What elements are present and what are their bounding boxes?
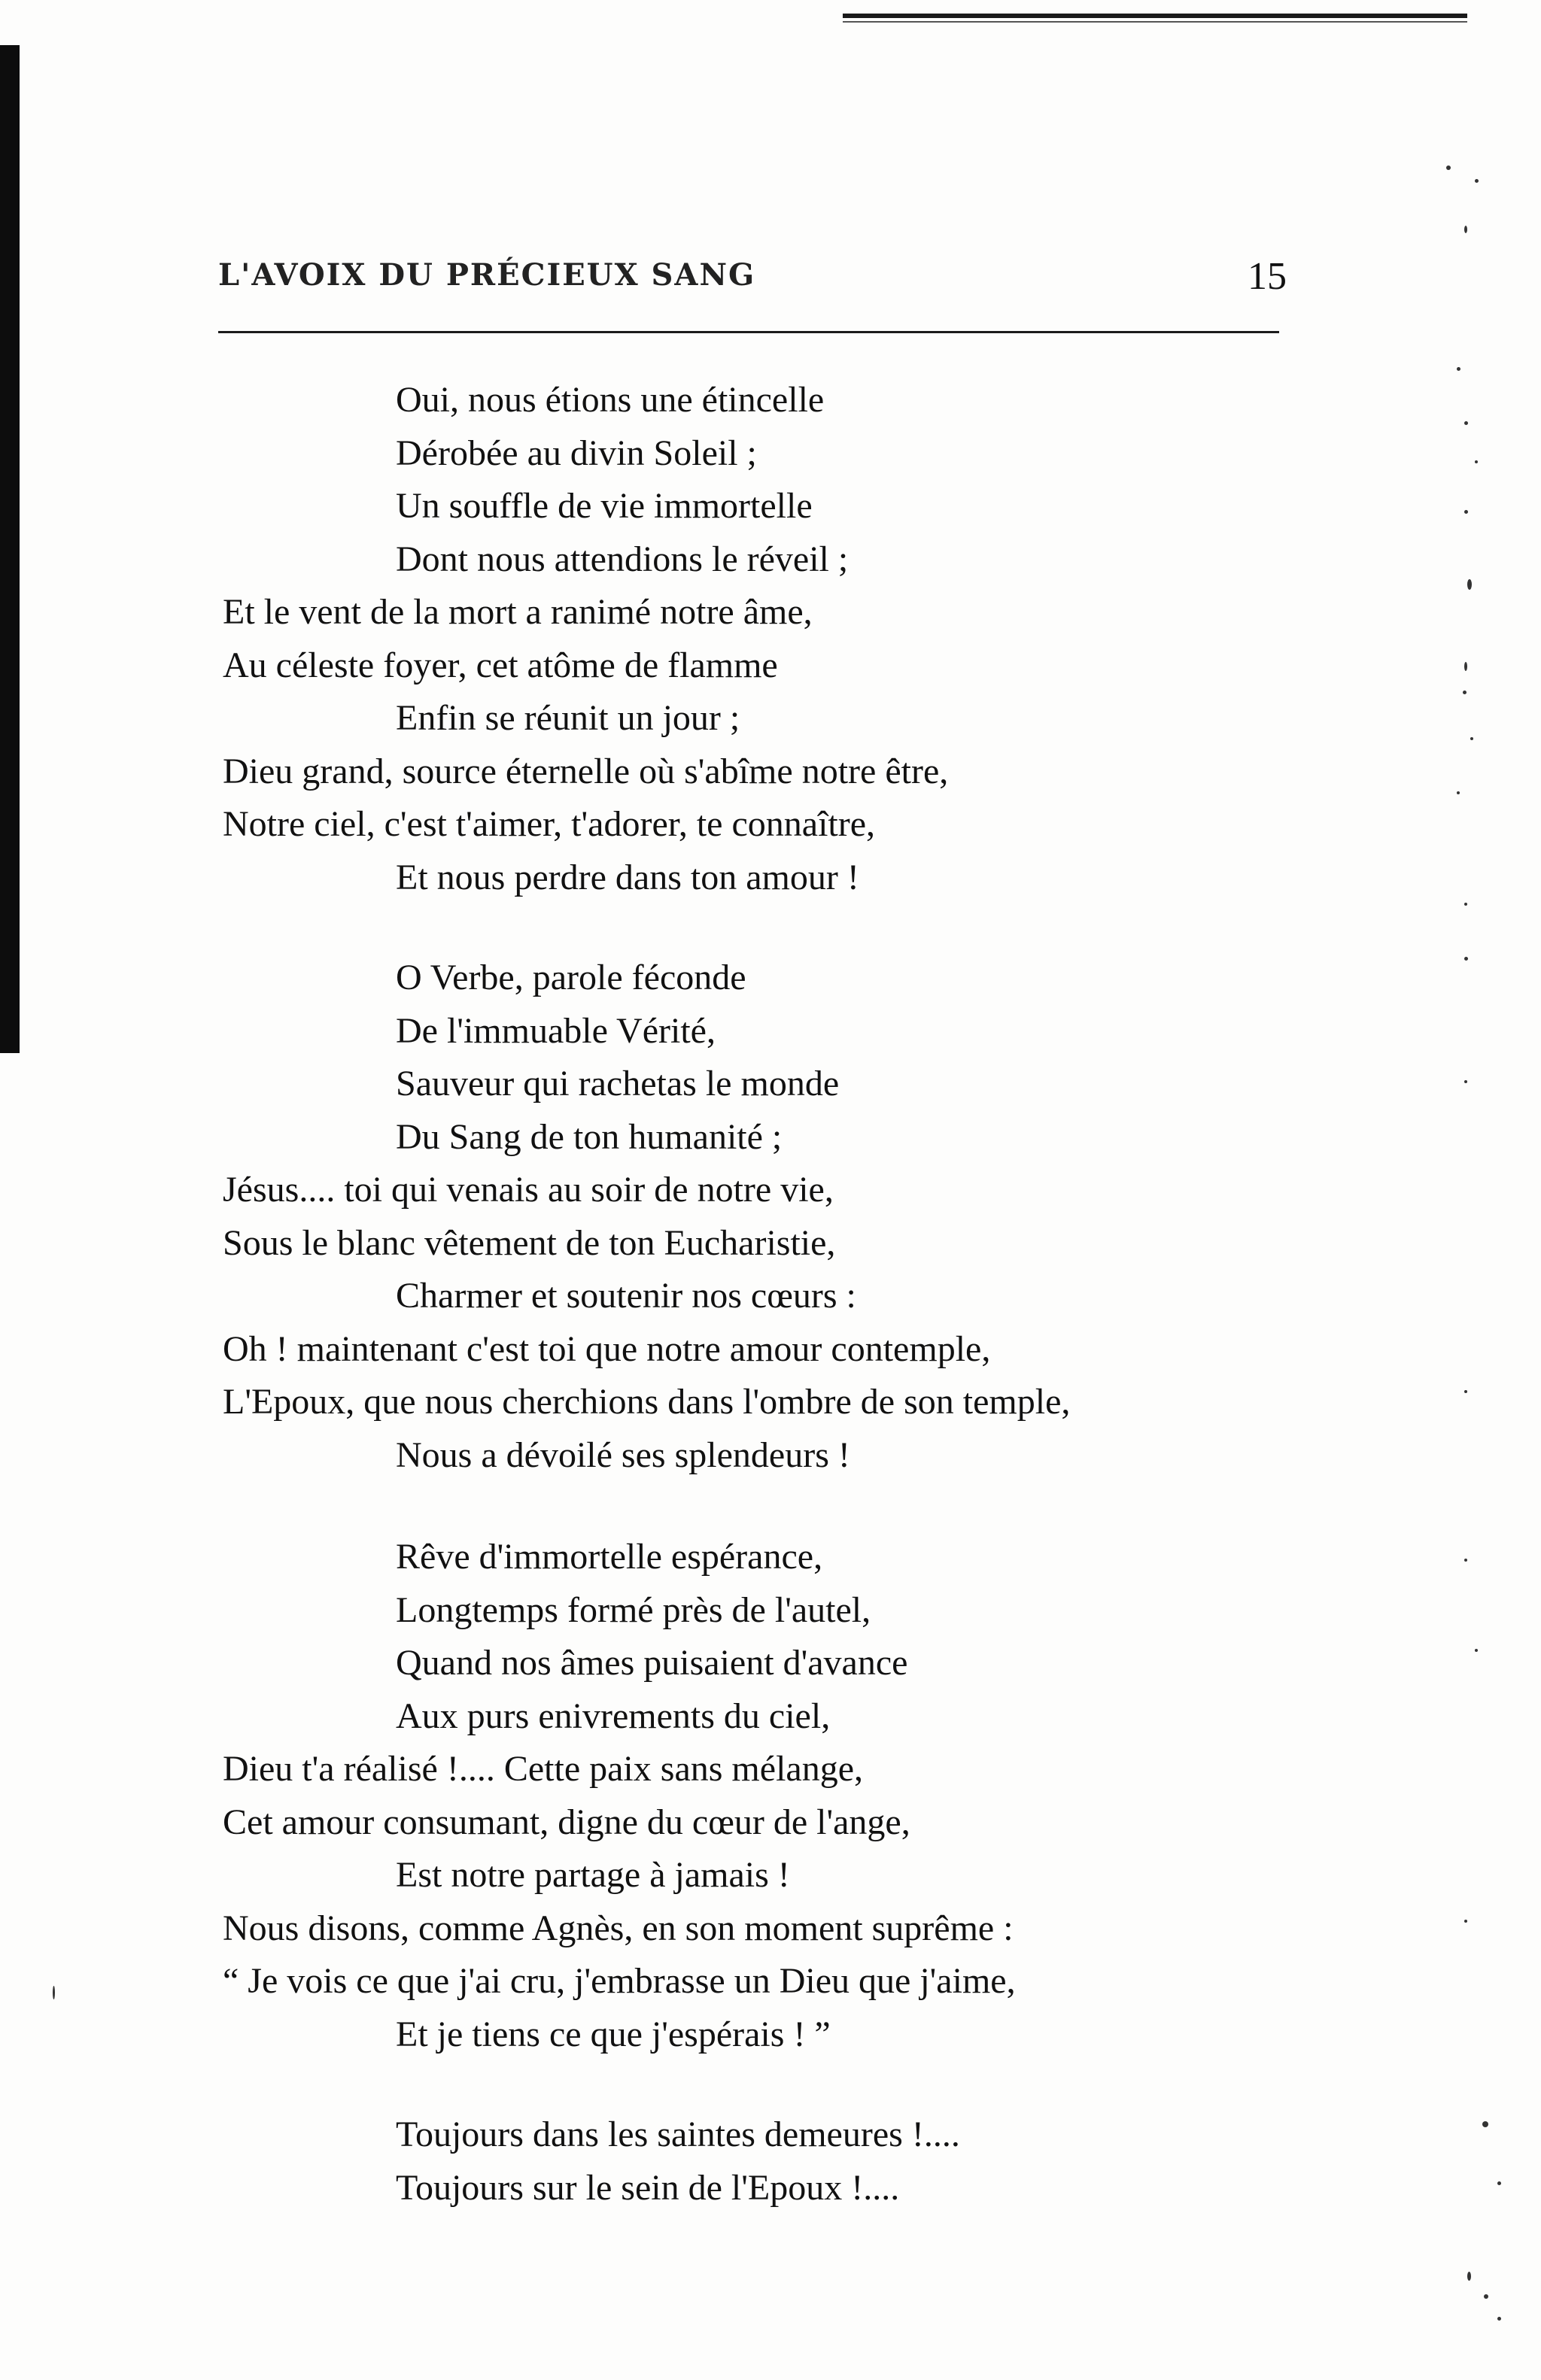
verse-line: Dieu t'a réalisé !.... Cette paix sans mélange,: [223, 1749, 864, 1789]
page-header: [218, 257, 1287, 302]
verse-line: Du Sang de ton humanité ;: [396, 1117, 783, 1157]
verse-line: Dieu grand, source éternelle où s'abîme notre être,: [223, 751, 949, 791]
header-rule: [218, 331, 1279, 333]
running-title: L'AVOIX DU PRÉCIEUX SANG: [218, 257, 756, 293]
verse-line: Toujours dans les saintes demeures !....: [396, 2114, 960, 2154]
verse-line: Quand nos âmes puisaient d'avance: [396, 1643, 908, 1683]
verse-line: L'Epoux, que nous cherchions dans l'ombre de son temple,: [223, 1382, 1071, 1422]
verse-line: Sous le blanc vêtement de ton Eucharistie,: [223, 1223, 836, 1263]
verse-line: Dont nous attendions le réveil ;: [396, 539, 849, 579]
verse-line: Un souffle de vie immortelle: [396, 486, 813, 526]
verse-line: Longtemps formé près de l'autel,: [396, 1590, 871, 1630]
verse-line: Enfin se réunit un jour ;: [396, 698, 740, 738]
verse-line: Au céleste foyer, cet atôme de flamme: [223, 645, 778, 685]
verse-line: Sauveur qui rachetas le monde: [396, 1064, 840, 1103]
verse-line: Cet amour consumant, digne du cœur de l'ange,: [223, 1802, 910, 1842]
verse-line: Dérobée au divin Soleil ;: [396, 433, 757, 473]
verse-line: Toujours sur le sein de l'Epoux !....: [396, 2168, 900, 2208]
verse-line: “ Je vois ce que j'ai cru, j'embrasse un Dieu que j'aime,: [223, 1961, 1016, 2001]
verse-line: Nous a dévoilé ses splendeurs !: [396, 1435, 850, 1475]
verse-line: Et le vent de la mort a ranimé notre âme,: [223, 592, 813, 632]
verse-line: Et je tiens ce que j'espérais ! ”: [396, 2014, 831, 2054]
verse-line: Et nous perdre dans ton amour !: [396, 858, 859, 897]
verse-line: Rêve d'immortelle espérance,: [396, 1537, 823, 1577]
verse-line: O Verbe, parole féconde: [396, 958, 746, 997]
page-number: 15: [1248, 255, 1287, 298]
verse-line: Nous disons, comme Agnès, en son moment suprême :: [223, 1908, 1014, 1948]
verse-line: Est notre partage à jamais !: [396, 1855, 790, 1895]
page-edge-shadow: [0, 45, 20, 1053]
verse-line: Oui, nous étions une étincelle: [396, 380, 825, 420]
verse-line: Jésus.... toi qui venais au soir de notre vie,: [223, 1170, 834, 1210]
verse-line: Oh ! maintenant c'est toi que notre amour contemple,: [223, 1329, 991, 1369]
top-edge-line-thin: [843, 21, 1467, 23]
top-edge-line: [843, 14, 1467, 18]
verse-line: Notre ciel, c'est t'aimer, t'adorer, te connaître,: [223, 804, 876, 844]
verse-line: De l'immuable Vérité,: [396, 1011, 716, 1051]
verse-line: Charmer et soutenir nos cœurs :: [396, 1276, 856, 1316]
verse-line: Aux purs enivrements du ciel,: [396, 1696, 831, 1736]
